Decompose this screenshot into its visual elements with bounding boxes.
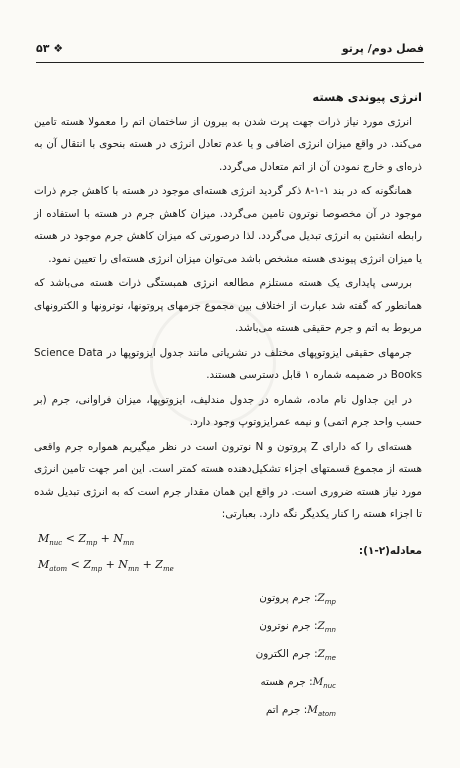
definition-item: $Z_{mn}$: جرم نوترون	[259, 619, 336, 634]
paragraph: جرمهای حقیقی ایزوتوپهای مختلف در نشریاتی مانند جدول ایزوتوپها در Science Data Books در ضمیمه شماره ۱ قابل دسترسی هستند.	[34, 346, 422, 381]
definition-item: $M_{nuc}$: جرم هسته	[260, 675, 336, 690]
section-heading: انرژی پیوندی هسته	[312, 90, 422, 104]
chapter-title: فصل دوم/ پرتو	[341, 42, 424, 55]
equation-block	[34, 528, 422, 580]
definition-item: $Z_{me}$: جرم الکترون	[255, 647, 336, 662]
equations	[38, 528, 174, 580]
definition-item: $Z_{mp}$: جرم پروتون	[259, 591, 336, 606]
paragraph: بررسی پایداری یک هسته مستلزم مطالعه انرژی همبستگی ذرات هسته می‌باشد که همانطور که گفته شد عبارت از اختلاف بین مجموع جرمهای پروتونها، نوترونها و الکترونهای مربوط به اتم و جرم حقیقی هسته می‌باشد.	[34, 277, 422, 334]
equation-line-1: $M_{nuc} < Z_{mp} + N_{mn}$	[38, 531, 135, 547]
definition-item: $M_{atom}$: جرم اتم	[265, 703, 336, 718]
paragraph: انرژی مورد نیاز ذرات جهت پرت شدن به بیرون از ساختمان اتم را معمولا هسته تامین می‌کند. در واقع میزان انرژی اضافی و یا عدم تعادل انرژی در هسته بنحوی با انتقال آن به ذره‌ای و خارج نمودن آن از اتم متعادل می‌گردد.	[34, 115, 422, 173]
paragraph: هسته‌ای را که دارای Z پروتون و N نوترون است در نظر میگیریم همواره جرم واقعی هسته از مجموع قسمتهای اجزاء تشکیل‌دهنده هسته کمتر است. این امر جهت تامین انرژی مورد نیاز هسته ضروری است. در واقع این همان مقدار جرم است که به انرژی تبدیل شده تا اجزاء هسته را کنار یکدیگر نگه دارد. بعبارتی:	[34, 440, 422, 520]
equation-label: معادله(۲-۱):	[358, 544, 422, 557]
page-header	[36, 40, 424, 63]
symbol-definitions	[34, 586, 336, 726]
paragraph: همانگونه که در بند ۱-۱-۸ ذکر گردید انرژی هسته‌ای موجود در هسته با کاهش جرم ذرات موجود در آن مخصوصا نوترون تامین می‌گردد. میزان کاهش جرم در هسته با استفاده از رابطه انشتین به انرژی تبدیل می‌گردد. لذا درصورتی که میزان کاهش جرم موجود در هسته یا میزان انرژی پیوندی هسته مشخص باشد می‌توان میزان انرژی هسته‌ای را تعیین نمود.	[34, 185, 422, 265]
paragraph: در این جداول نام ماده، شماره در جدول مندلیف، ایزوتوپها، میزان فراوانی، جرم (بر حسب واحد جرم اتمی) و نیمه عمرایزوتوپ وجود دارد.	[34, 393, 422, 428]
equation-line-2: $M_{atom} < Z_{mp} + N_{mn} + Z_{me}$	[38, 557, 174, 573]
page-number: ۵۳ ❖	[36, 42, 64, 55]
page-body	[34, 86, 422, 726]
